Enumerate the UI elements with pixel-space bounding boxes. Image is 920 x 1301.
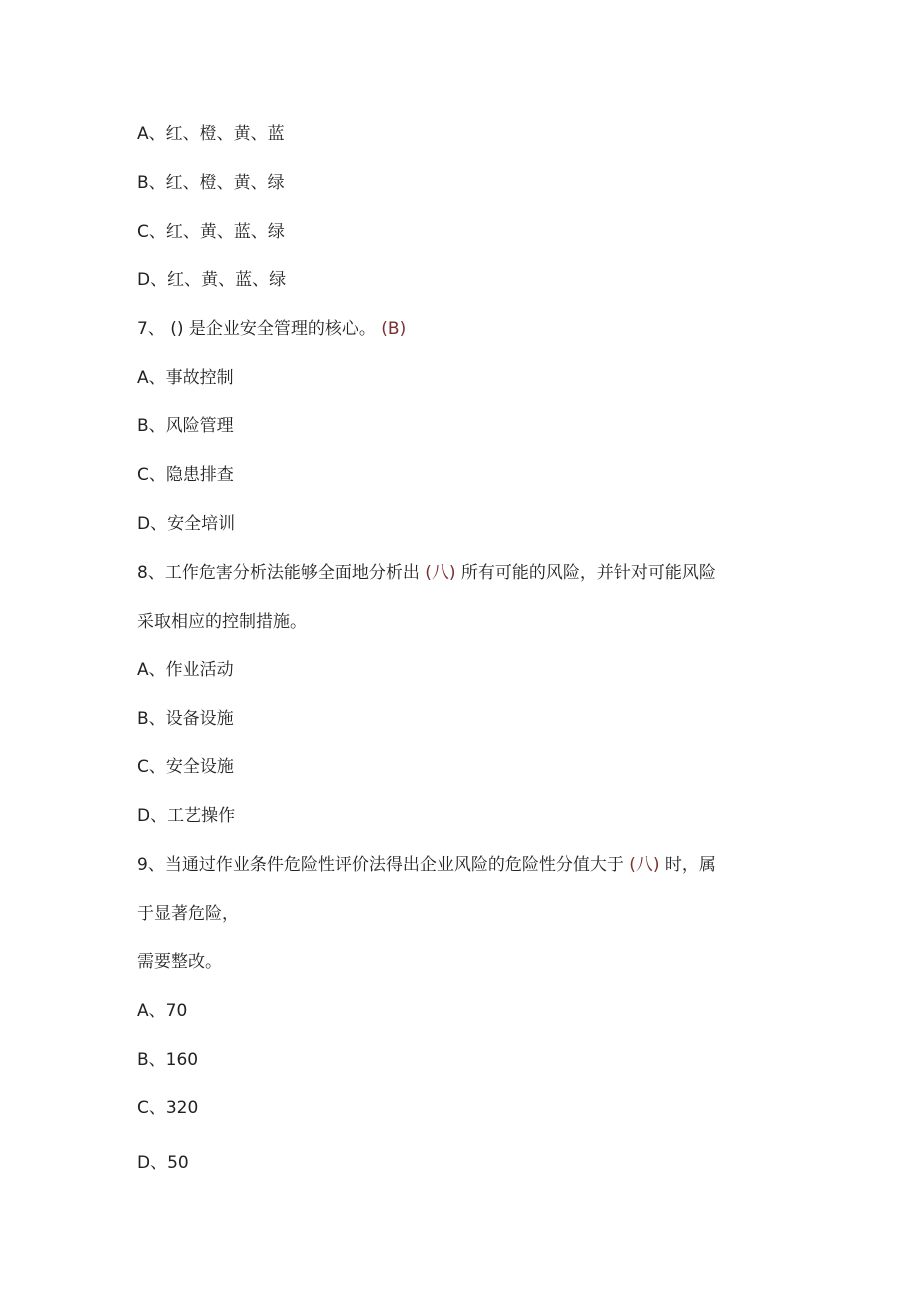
- q8-option-c: C、安全设施: [137, 757, 234, 777]
- q7-option-c: C、隐患排查: [137, 465, 234, 485]
- q7-question-text: 7、 () 是企业安全管理的核心。: [137, 319, 382, 339]
- q7-answer: (B): [381, 319, 407, 339]
- q9-question-line3: 需要整改。: [137, 952, 222, 972]
- q9-question-line2: 于显著危险，: [137, 904, 239, 924]
- q8-answer: (八): [425, 563, 456, 583]
- q8-option-b: B、设备设施: [137, 709, 234, 729]
- q8-question-line2: 采取相应的控制措施。: [137, 612, 307, 632]
- q7-option-d: D、安全培训: [137, 514, 236, 534]
- q7-option-a: A、事故控制: [137, 368, 234, 388]
- q6-option-d: D、红、黄、蓝、绿: [137, 270, 287, 290]
- q7-question: [137, 317, 406, 341]
- q9-answer: (八): [629, 855, 660, 875]
- q6-option-a: A、红、橙、黄、蓝: [137, 124, 285, 144]
- q9-option-d: D、50: [137, 1153, 189, 1173]
- q6-option-c: C、红、黄、蓝、绿: [137, 222, 285, 242]
- q8-question-text: 8、工作危害分析法能够全面地分析出: [137, 563, 426, 583]
- q9-question: [137, 853, 716, 877]
- q9-option-a: A、70: [137, 1001, 188, 1021]
- q8-question: [137, 561, 716, 585]
- q8-question-text-cont: 所有可能的风险，并针对可能风险: [455, 563, 716, 583]
- q7-option-b: B、风险管理: [137, 416, 234, 436]
- q6-option-b: B、红、橙、黄、绿: [137, 173, 285, 193]
- q9-option-b: B、160: [137, 1050, 199, 1070]
- q9-question-text-cont: 时，属: [659, 855, 716, 875]
- q8-option-a: A、作业活动: [137, 660, 234, 680]
- q9-option-c: C、320: [137, 1098, 199, 1118]
- q9-question-text: 9、当通过作业条件危险性评价法得出企业风险的危险性分值大于: [137, 855, 630, 875]
- q8-option-d: D、工艺操作: [137, 806, 236, 826]
